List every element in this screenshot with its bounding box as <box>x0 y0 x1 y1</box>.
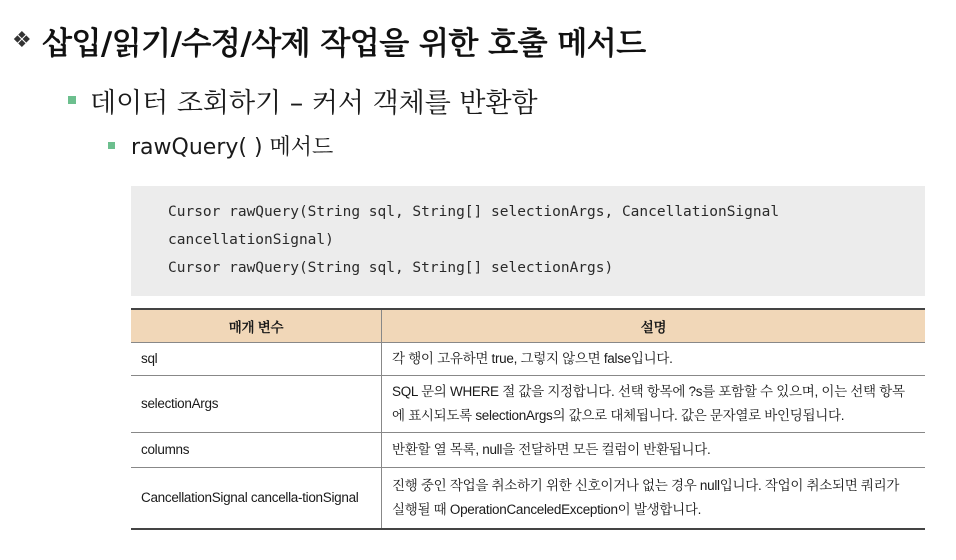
param-cell: selectionArgs <box>131 376 382 433</box>
desc-cell: 각 행이 고유하면 true, 그렇지 않으면 false입니다. <box>382 343 926 376</box>
table-row <box>131 343 925 376</box>
desc-cell: 진행 중인 작업을 취소하기 위한 신호이거나 없는 경우 null입니다. 작업이 취소되면 쿼리가 실행될 때 OperationCanceledException이 발생합니다. <box>382 468 926 530</box>
desc-cell: 반환할 열 목록, null을 전달하면 모든 컬럼이 반환됩니다. <box>382 433 926 468</box>
column-header-desc: 설명 <box>382 309 926 343</box>
parameter-table <box>131 308 925 530</box>
diamond-bullet-icon: ❖ <box>12 27 32 53</box>
param-cell: CancellationSignal cancella-tionSignal <box>131 468 382 530</box>
square-bullet-icon <box>108 142 115 149</box>
table-row <box>131 433 925 468</box>
param-cell: columns <box>131 433 382 468</box>
bullet-level-3-text: rawQuery( ) 메서드 <box>131 134 334 160</box>
column-header-param: 매개 변수 <box>131 309 382 343</box>
code-line: cancellationSignal) <box>168 232 334 248</box>
param-cell: sql <box>131 343 382 376</box>
code-line: Cursor rawQuery(String sql, String[] selectionArgs, CancellationSignal <box>168 204 780 220</box>
bullet-level-2-text: 데이터 조회하기 – 커서 객체를 반환함 <box>90 87 538 119</box>
slide-title: 삽입/읽기/수정/삭제 작업을 위한 호출 메서드 <box>42 25 646 62</box>
table-row <box>131 468 925 530</box>
desc-cell: SQL 문의 WHERE 절 값을 지정합니다. 선택 항목에 ?s를 포함할 수 있으며, 이는 선택 항목에 표시되도록 selectionArgs의 값으로 대체됩니다. 값은 문자열로 바인딩됩니다. <box>382 376 926 433</box>
code-line: Cursor rawQuery(String sql, String[] selectionArgs) <box>168 260 614 276</box>
square-bullet-icon <box>68 96 76 104</box>
slide-heading <box>12 18 646 62</box>
table-row <box>131 376 925 433</box>
code-block <box>131 186 925 296</box>
bullet-level-2 <box>68 80 538 120</box>
bullet-level-3 <box>108 128 333 162</box>
table-header-row <box>131 309 925 343</box>
